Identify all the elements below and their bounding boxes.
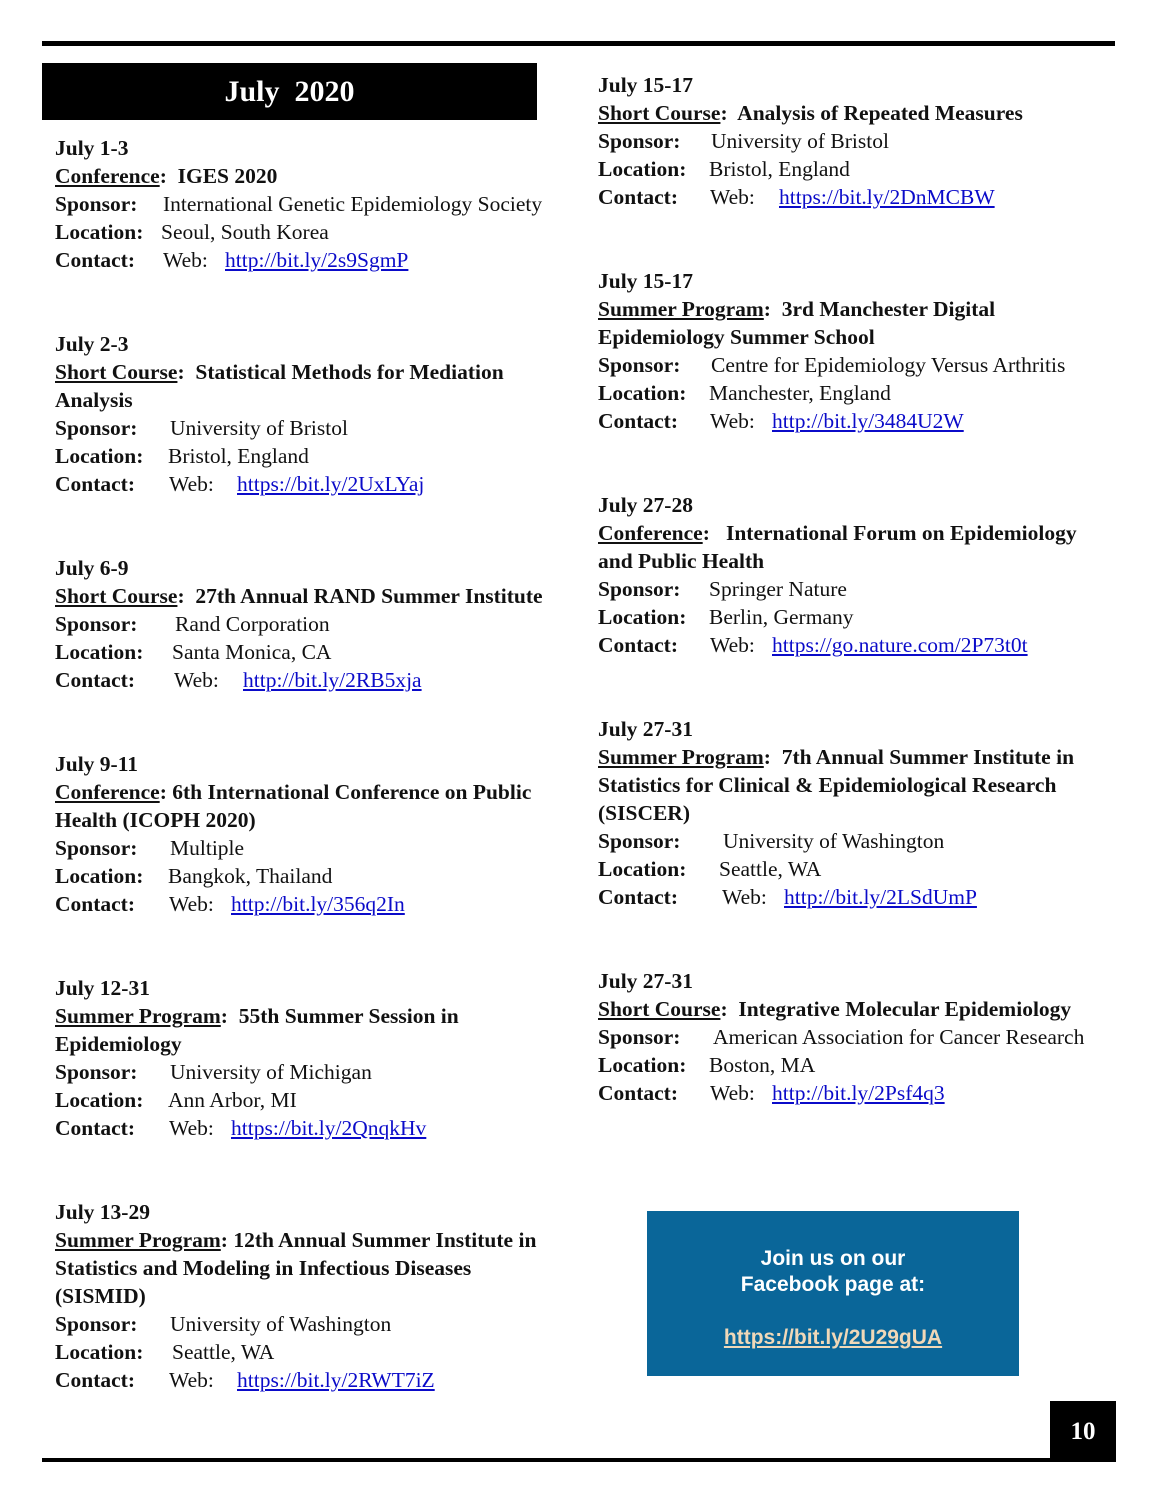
event-title-line: Summer Program: 7th Annual Summer Institute in Statistics for Clinical & Epidemiological Research (SISCER) bbox=[598, 745, 1075, 825]
web-label: Web: bbox=[722, 885, 767, 909]
sponsor-value: University of Washington bbox=[723, 829, 945, 853]
event-date: July 15-17 bbox=[598, 269, 693, 293]
event-title-line: Summer Program: 3rd Manchester Digital Epidemiology Summer School bbox=[598, 297, 996, 349]
sponsor-value: International Genetic Epidemiology Society bbox=[163, 192, 543, 216]
event-item bbox=[598, 71, 1113, 211]
location-value: Bangkok, Thailand bbox=[168, 864, 333, 888]
event-item bbox=[55, 134, 565, 274]
event-date: July 15-17 bbox=[598, 73, 693, 97]
web-label: Web: bbox=[710, 1081, 755, 1105]
contact-label: Contact: bbox=[598, 1081, 679, 1105]
event-location bbox=[55, 638, 565, 666]
event-type: Conference bbox=[55, 164, 160, 188]
event-item bbox=[55, 750, 565, 918]
location-label: Location: bbox=[598, 605, 687, 629]
event-date: July 13-29 bbox=[55, 1200, 150, 1224]
web-label: Web: bbox=[174, 668, 219, 692]
location-label: Location: bbox=[598, 157, 687, 181]
event-date: July 27-31 bbox=[598, 717, 693, 741]
contact-label: Contact: bbox=[55, 1368, 136, 1392]
contact-label: Contact: bbox=[55, 668, 136, 692]
event-sponsor bbox=[598, 827, 1113, 855]
event-title-line: Summer Program: 12th Annual Summer Institute in Statistics and Modeling in Infectious Diseases (SISMID) bbox=[55, 1228, 537, 1308]
events-column-right bbox=[598, 71, 1113, 1107]
sponsor-value: University of Washington bbox=[170, 1312, 392, 1336]
event-contact bbox=[598, 631, 1113, 659]
event-location bbox=[598, 155, 1113, 183]
event-location bbox=[598, 603, 1113, 631]
event-title: Statistical Methods for Mediation Analysis bbox=[55, 360, 504, 412]
event-location bbox=[55, 442, 565, 470]
sponsor-value: University of Bristol bbox=[711, 129, 889, 153]
event-title: 27th Annual RAND Summer Institute bbox=[195, 584, 543, 608]
event-sponsor bbox=[55, 414, 565, 442]
bottom-rule bbox=[42, 1458, 1050, 1462]
event-location bbox=[598, 855, 1113, 883]
event-title-line: Summer Program: 55th Summer Session in Epidemiology bbox=[55, 1004, 459, 1056]
event-contact bbox=[55, 666, 565, 694]
event-title-line: Conference: 6th International Conference on Public Health (ICOPH 2020) bbox=[55, 780, 532, 832]
sponsor-label: Sponsor: bbox=[598, 577, 681, 601]
location-value: Boston, MA bbox=[709, 1053, 816, 1077]
sponsor-value: Centre for Epidemiology Versus Arthritis bbox=[711, 353, 1066, 377]
sponsor-value: American Association for Cancer Research bbox=[713, 1025, 1085, 1049]
contact-label: Contact: bbox=[598, 409, 679, 433]
event-location bbox=[55, 862, 565, 890]
event-date: July 1-3 bbox=[55, 136, 129, 160]
event-title: 7th Annual Summer Institute in Statistics for Clinical & Epidemiological Research (SISCER) bbox=[598, 745, 1075, 825]
event-link[interactable]: http://bit.ly/3484U2W bbox=[772, 409, 964, 433]
location-label: Location: bbox=[55, 640, 144, 664]
sponsor-label: Sponsor: bbox=[55, 1060, 138, 1084]
event-sponsor bbox=[598, 351, 1113, 379]
event-type: Short Course bbox=[598, 101, 721, 125]
event-contact bbox=[55, 890, 565, 918]
event-type: Short Course bbox=[598, 997, 721, 1021]
event-item bbox=[598, 267, 1113, 435]
contact-label: Contact: bbox=[55, 248, 136, 272]
event-item bbox=[598, 715, 1113, 911]
event-date: July 12-31 bbox=[55, 976, 150, 1000]
page-number: 10 bbox=[1070, 1417, 1096, 1445]
event-type: Summer Program bbox=[598, 745, 764, 769]
event-title-line: Conference: IGES 2020 bbox=[55, 164, 278, 188]
web-label: Web: bbox=[710, 185, 755, 209]
event-sponsor bbox=[55, 610, 565, 638]
event-contact bbox=[598, 883, 1113, 911]
event-sponsor bbox=[55, 1310, 565, 1338]
event-title: 12th Annual Summer Institute in Statistics and Modeling in Infectious Diseases (SISMID) bbox=[55, 1228, 537, 1308]
events-column-left bbox=[55, 134, 565, 1394]
event-sponsor bbox=[598, 575, 1113, 603]
event-title: 3rd Manchester Digital Epidemiology Summer School bbox=[598, 297, 996, 349]
facebook-line-2: Facebook page at: bbox=[740, 1273, 926, 1296]
event-title-line: Short Course: Statistical Methods for Mediation Analysis bbox=[55, 360, 504, 412]
location-label: Location: bbox=[55, 1340, 144, 1364]
event-title: International Forum on Epidemiology and Public Health bbox=[598, 521, 1077, 573]
location-value: Bristol, England bbox=[709, 157, 850, 181]
event-type: Conference bbox=[598, 521, 703, 545]
top-rule bbox=[42, 41, 1115, 46]
event-contact bbox=[55, 246, 565, 274]
web-label: Web: bbox=[710, 409, 755, 433]
event-contact bbox=[55, 1114, 565, 1142]
event-link[interactable]: https://go.nature.com/2P73t0t bbox=[772, 633, 1028, 657]
event-type: Short Course bbox=[55, 584, 178, 608]
web-label: Web: bbox=[710, 633, 755, 657]
event-contact bbox=[598, 1079, 1113, 1107]
event-sponsor bbox=[598, 1023, 1113, 1051]
sponsor-label: Sponsor: bbox=[598, 129, 681, 153]
location-value: Manchester, England bbox=[709, 381, 891, 405]
location-label: Location: bbox=[598, 381, 687, 405]
event-sponsor bbox=[55, 1058, 565, 1086]
event-link[interactable]: http://bit.ly/2LSdUmP bbox=[784, 885, 977, 909]
location-value: Ann Arbor, MI bbox=[168, 1088, 297, 1112]
event-contact bbox=[598, 183, 1113, 211]
event-title-line: Conference: International Forum on Epidemiology and Public Health bbox=[598, 521, 1077, 573]
event-type: Summer Program bbox=[55, 1228, 221, 1252]
contact-label: Contact: bbox=[598, 633, 679, 657]
sponsor-value: Springer Nature bbox=[709, 577, 847, 601]
location-value: Seattle, WA bbox=[719, 857, 822, 881]
event-location bbox=[598, 379, 1113, 407]
event-date: July 6-9 bbox=[55, 556, 129, 580]
contact-label: Contact: bbox=[598, 885, 679, 909]
event-item bbox=[55, 1198, 565, 1394]
location-label: Location: bbox=[598, 857, 687, 881]
contact-label: Contact: bbox=[55, 892, 136, 916]
event-item bbox=[55, 974, 565, 1142]
event-sponsor bbox=[55, 190, 565, 218]
event-link[interactable]: http://bit.ly/2s9SgmP bbox=[225, 248, 409, 272]
web-label: Web: bbox=[169, 892, 214, 916]
event-sponsor bbox=[55, 834, 565, 862]
facebook-callout-text bbox=[647, 1246, 1019, 1298]
event-title: 55th Summer Session in Epidemiology bbox=[55, 1004, 459, 1056]
event-link[interactable]: http://bit.ly/2RB5xja bbox=[243, 668, 422, 692]
sponsor-value: Multiple bbox=[170, 836, 245, 860]
sponsor-label: Sponsor: bbox=[55, 416, 138, 440]
event-link[interactable]: https://bit.ly/2DnMCBW bbox=[779, 185, 995, 209]
event-link[interactable]: https://bit.ly/2QnqkHv bbox=[231, 1116, 427, 1140]
event-title-line: Short Course: Integrative Molecular Epidemiology bbox=[598, 997, 1072, 1021]
sponsor-value: University of Bristol bbox=[170, 416, 348, 440]
event-type: Summer Program bbox=[598, 297, 764, 321]
event-title-line: Short Course: 27th Annual RAND Summer Institute bbox=[55, 584, 543, 608]
event-contact bbox=[55, 1366, 565, 1394]
facebook-line-1: Join us on our bbox=[760, 1247, 906, 1270]
event-location bbox=[55, 1338, 565, 1366]
event-title: Integrative Molecular Epidemiology bbox=[738, 997, 1072, 1021]
location-label: Location: bbox=[598, 1053, 687, 1077]
location-value: Seoul, South Korea bbox=[161, 220, 329, 244]
event-date: July 2-3 bbox=[55, 332, 129, 356]
event-type: Summer Program bbox=[55, 1004, 221, 1028]
event-contact bbox=[55, 470, 565, 498]
sponsor-label: Sponsor: bbox=[598, 1025, 681, 1049]
contact-label: Contact: bbox=[55, 1116, 136, 1140]
contact-label: Contact: bbox=[598, 185, 679, 209]
location-label: Location: bbox=[55, 864, 144, 888]
event-title: 6th International Conference on Public Health (ICOPH 2020) bbox=[55, 780, 532, 832]
sponsor-label: Sponsor: bbox=[598, 829, 681, 853]
event-title-line: Short Course: Analysis of Repeated Measures bbox=[598, 101, 1023, 125]
event-title: Analysis of Repeated Measures bbox=[737, 101, 1023, 125]
event-link[interactable]: https://bit.ly/2UxLYaj bbox=[237, 472, 425, 496]
event-item bbox=[598, 967, 1113, 1107]
web-label: Web: bbox=[169, 1116, 214, 1140]
event-date: July 9-11 bbox=[55, 752, 139, 776]
event-sponsor bbox=[598, 127, 1113, 155]
event-link[interactable]: http://bit.ly/356q2In bbox=[231, 892, 405, 916]
sponsor-label: Sponsor: bbox=[598, 353, 681, 377]
event-item bbox=[598, 491, 1113, 659]
month-title: July 2020 bbox=[224, 74, 355, 108]
event-location bbox=[55, 218, 565, 246]
sponsor-label: Sponsor: bbox=[55, 1312, 138, 1336]
location-value: Bristol, England bbox=[168, 444, 309, 468]
sponsor-value: University of Michigan bbox=[170, 1060, 372, 1084]
event-location bbox=[55, 1086, 565, 1114]
event-type: Short Course bbox=[55, 360, 178, 384]
event-date: July 27-28 bbox=[598, 493, 693, 517]
location-value: Santa Monica, CA bbox=[172, 640, 332, 664]
sponsor-label: Sponsor: bbox=[55, 192, 138, 216]
event-item bbox=[55, 554, 565, 694]
page-number-badge bbox=[1050, 1401, 1116, 1462]
event-link[interactable]: http://bit.ly/2Psf4q3 bbox=[772, 1081, 945, 1105]
event-location bbox=[598, 1051, 1113, 1079]
web-label: Web: bbox=[169, 1368, 214, 1392]
location-label: Location: bbox=[55, 1088, 144, 1112]
sponsor-label: Sponsor: bbox=[55, 612, 138, 636]
event-link[interactable]: https://bit.ly/2RWT7iZ bbox=[237, 1368, 435, 1392]
event-type: Conference bbox=[55, 780, 160, 804]
month-header bbox=[42, 63, 537, 120]
facebook-callout bbox=[647, 1211, 1019, 1376]
web-label: Web: bbox=[169, 472, 214, 496]
sponsor-label: Sponsor: bbox=[55, 836, 138, 860]
location-value: Berlin, Germany bbox=[709, 605, 854, 629]
location-label: Location: bbox=[55, 220, 144, 244]
contact-label: Contact: bbox=[55, 472, 136, 496]
event-title: IGES 2020 bbox=[177, 164, 278, 188]
event-contact bbox=[598, 407, 1113, 435]
location-value: Seattle, WA bbox=[172, 1340, 275, 1364]
event-date: July 27-31 bbox=[598, 969, 693, 993]
facebook-link[interactable]: https://bit.ly/2U29gUA bbox=[723, 1326, 943, 1349]
event-item bbox=[55, 330, 565, 498]
location-label: Location: bbox=[55, 444, 144, 468]
sponsor-value: Rand Corporation bbox=[175, 612, 330, 636]
web-label: Web: bbox=[163, 248, 208, 272]
